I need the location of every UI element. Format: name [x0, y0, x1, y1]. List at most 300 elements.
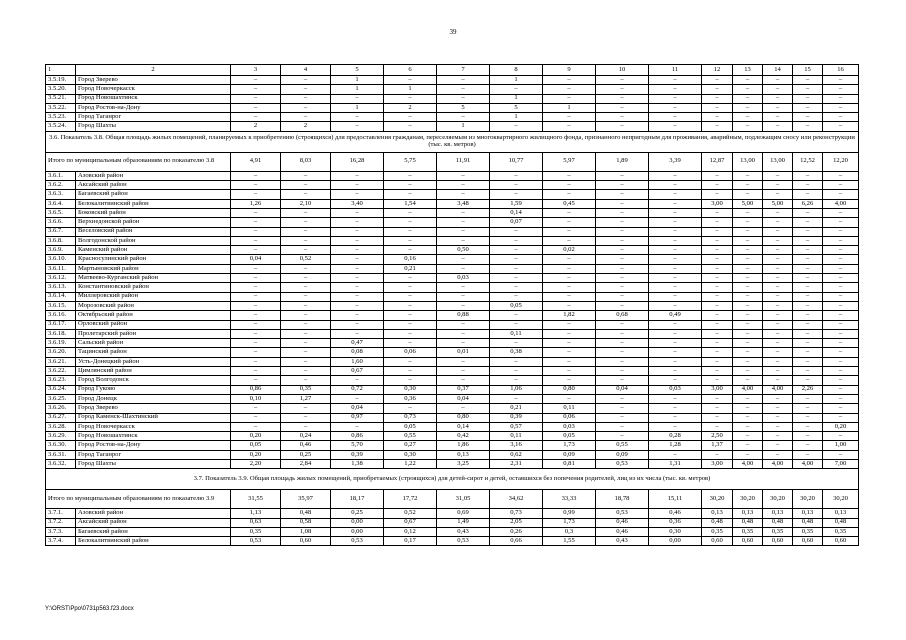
- value-cell: 0,69: [437, 509, 490, 518]
- municipality-name: Матвеево-Курганский район: [76, 274, 231, 283]
- value-cell: 0,06: [543, 413, 596, 422]
- value-cell: 5,75: [384, 152, 437, 171]
- value-cell: –: [331, 283, 384, 292]
- value-cell: –: [596, 283, 649, 292]
- value-cell: 1,89: [596, 152, 649, 171]
- value-cell: –: [490, 394, 543, 403]
- value-cell: –: [384, 181, 437, 190]
- value-cell: 0,37: [437, 385, 490, 394]
- value-cell: –: [763, 329, 793, 338]
- value-cell: 18,78: [596, 490, 649, 509]
- value-cell: –: [281, 236, 331, 245]
- value-cell: –: [733, 264, 763, 273]
- value-cell: 0,05: [543, 432, 596, 441]
- table-row: [46, 394, 859, 403]
- row-number: 3.5.20.: [46, 85, 76, 94]
- value-cell: –: [384, 218, 437, 227]
- value-cell: –: [490, 311, 543, 320]
- value-cell: 30,20: [702, 490, 733, 509]
- value-cell: 1,28: [649, 441, 702, 450]
- value-cell: –: [596, 85, 649, 94]
- value-cell: –: [823, 246, 859, 255]
- value-cell: 0,10: [231, 394, 281, 403]
- column-number-cell: 9: [543, 65, 596, 76]
- value-cell: 0,88: [437, 311, 490, 320]
- table-row: [46, 227, 859, 236]
- value-cell: 4,91: [231, 152, 281, 171]
- value-cell: –: [823, 255, 859, 264]
- value-cell: –: [281, 181, 331, 190]
- value-cell: 4,00: [763, 459, 793, 468]
- value-cell: 1: [490, 113, 543, 122]
- value-cell: –: [823, 357, 859, 366]
- value-cell: 13,00: [763, 152, 793, 171]
- value-cell: –: [437, 181, 490, 190]
- value-cell: 0,80: [543, 385, 596, 394]
- value-cell: –: [823, 274, 859, 283]
- value-cell: 0,05: [231, 441, 281, 450]
- municipality-name: Город Новочеркасск: [76, 85, 231, 94]
- value-cell: 0,13: [702, 509, 733, 518]
- value-cell: –: [649, 94, 702, 103]
- value-cell: 3,48: [437, 199, 490, 208]
- value-cell: –: [281, 85, 331, 94]
- value-cell: 1: [331, 103, 384, 112]
- value-cell: –: [384, 122, 437, 131]
- value-cell: 5,70: [331, 441, 384, 450]
- column-number-cell: 1: [46, 65, 76, 76]
- value-cell: –: [281, 208, 331, 217]
- value-cell: 0,50: [437, 246, 490, 255]
- value-cell: –: [543, 283, 596, 292]
- value-cell: –: [331, 227, 384, 236]
- total-label: Итого по муниципальным образованиям по показателю 3.8: [46, 152, 231, 171]
- value-cell: –: [490, 367, 543, 376]
- value-cell: –: [543, 339, 596, 348]
- value-cell: 0,13: [793, 509, 823, 518]
- value-cell: –: [649, 236, 702, 245]
- value-cell: –: [596, 218, 649, 227]
- value-cell: –: [384, 367, 437, 376]
- value-cell: –: [649, 103, 702, 112]
- value-cell: –: [823, 450, 859, 459]
- value-cell: –: [596, 171, 649, 180]
- municipality-name: Город Каменск-Шахтинский: [76, 413, 231, 422]
- page-number: 39: [449, 28, 457, 36]
- value-cell: –: [543, 227, 596, 236]
- value-cell: –: [702, 122, 733, 131]
- row-number: 3.6.22.: [46, 367, 76, 376]
- value-cell: –: [793, 227, 823, 236]
- value-cell: –: [384, 404, 437, 413]
- value-cell: –: [763, 394, 793, 403]
- value-cell: –: [733, 376, 763, 385]
- file-path-footer: Y:\ORST\Ppo\0731p563.f23.docx: [45, 606, 134, 612]
- value-cell: 0,80: [437, 413, 490, 422]
- value-cell: 0,09: [543, 450, 596, 459]
- municipality-name: Город Новошахтинск: [76, 432, 231, 441]
- value-cell: 0,57: [490, 422, 543, 431]
- table-row: [46, 246, 859, 255]
- municipality-name: Азовский район: [76, 509, 231, 518]
- value-cell: –: [763, 171, 793, 180]
- value-cell: 35,97: [281, 490, 331, 509]
- value-cell: 0,03: [437, 274, 490, 283]
- table-row: [46, 181, 859, 190]
- value-cell: 0,14: [437, 422, 490, 431]
- table-row: [46, 385, 859, 394]
- value-cell: –: [596, 227, 649, 236]
- value-cell: –: [437, 218, 490, 227]
- value-cell: 0,81: [543, 459, 596, 468]
- value-cell: –: [793, 208, 823, 217]
- value-cell: 1,31: [649, 459, 702, 468]
- table-row: [46, 274, 859, 283]
- value-cell: –: [702, 413, 733, 422]
- value-cell: –: [437, 301, 490, 310]
- column-number-cell: 14: [763, 65, 793, 76]
- value-cell: 1,60: [331, 357, 384, 366]
- municipality-name: Белокалитвинский район: [76, 199, 231, 208]
- value-cell: –: [823, 394, 859, 403]
- value-cell: 0,28: [649, 432, 702, 441]
- value-cell: 7,00: [823, 459, 859, 468]
- value-cell: –: [649, 339, 702, 348]
- column-number-cell: 3: [231, 65, 281, 76]
- value-cell: –: [543, 218, 596, 227]
- value-cell: –: [543, 76, 596, 85]
- value-cell: –: [733, 432, 763, 441]
- value-cell: –: [331, 422, 384, 431]
- value-cell: 0,53: [596, 459, 649, 468]
- row-number: 3.6.13.: [46, 283, 76, 292]
- value-cell: –: [384, 329, 437, 338]
- value-cell: 0,26: [490, 527, 543, 536]
- value-cell: –: [763, 76, 793, 85]
- value-cell: 30,20: [823, 490, 859, 509]
- municipality-name: Город Ростов-на-Дону: [76, 103, 231, 112]
- table-row: [46, 76, 859, 85]
- value-cell: –: [281, 404, 331, 413]
- value-cell: –: [702, 255, 733, 264]
- value-cell: –: [231, 413, 281, 422]
- value-cell: –: [733, 85, 763, 94]
- value-cell: –: [649, 264, 702, 273]
- row-number: 3.6.10.: [46, 255, 76, 264]
- value-cell: –: [823, 181, 859, 190]
- value-cell: –: [331, 301, 384, 310]
- row-number: 3.6.15.: [46, 301, 76, 310]
- value-cell: –: [649, 181, 702, 190]
- value-cell: –: [793, 292, 823, 301]
- value-cell: –: [281, 264, 331, 273]
- value-cell: –: [596, 394, 649, 403]
- value-cell: 1,82: [543, 311, 596, 320]
- value-cell: 31,55: [231, 490, 281, 509]
- value-cell: –: [733, 103, 763, 112]
- municipality-name: Константиновский район: [76, 283, 231, 292]
- value-cell: 0,97: [331, 413, 384, 422]
- value-cell: –: [649, 394, 702, 403]
- value-cell: 2,50: [702, 432, 733, 441]
- value-cell: –: [763, 264, 793, 273]
- value-cell: –: [231, 301, 281, 310]
- municipality-name: Усть-Донецкий район: [76, 357, 231, 366]
- value-cell: –: [437, 227, 490, 236]
- value-cell: –: [437, 376, 490, 385]
- row-number: 3.6.14.: [46, 292, 76, 301]
- municipality-name: Город Новошахтинск: [76, 94, 231, 103]
- value-cell: –: [763, 292, 793, 301]
- value-cell: –: [702, 450, 733, 459]
- table-row: [46, 311, 859, 320]
- value-cell: –: [733, 283, 763, 292]
- row-number: 3.6.30.: [46, 441, 76, 450]
- table-row: [46, 264, 859, 273]
- value-cell: 0,55: [596, 441, 649, 450]
- value-cell: 0,07: [490, 218, 543, 227]
- table-row: [46, 518, 859, 527]
- value-cell: –: [231, 208, 281, 217]
- value-cell: 0,73: [490, 509, 543, 518]
- value-cell: –: [823, 113, 859, 122]
- value-cell: 1,54: [384, 199, 437, 208]
- value-cell: –: [733, 450, 763, 459]
- value-cell: –: [763, 432, 793, 441]
- value-cell: –: [649, 190, 702, 199]
- value-cell: –: [543, 171, 596, 180]
- value-cell: –: [793, 301, 823, 310]
- value-cell: –: [702, 94, 733, 103]
- value-cell: –: [823, 413, 859, 422]
- row-number: 3.6.17.: [46, 320, 76, 329]
- value-cell: –: [733, 357, 763, 366]
- value-cell: –: [384, 274, 437, 283]
- value-cell: –: [331, 311, 384, 320]
- value-cell: –: [331, 292, 384, 301]
- value-cell: –: [763, 236, 793, 245]
- value-cell: –: [702, 283, 733, 292]
- value-cell: –: [763, 85, 793, 94]
- value-cell: –: [649, 329, 702, 338]
- table-row: [46, 255, 859, 264]
- value-cell: 0,60: [702, 537, 733, 546]
- row-number: 3.6.32.: [46, 459, 76, 468]
- municipality-name: Город Гуково: [76, 385, 231, 394]
- value-cell: –: [793, 94, 823, 103]
- row-number: 3.6.11.: [46, 264, 76, 273]
- value-cell: –: [490, 236, 543, 245]
- value-cell: 0,06: [384, 348, 437, 357]
- value-cell: –: [231, 76, 281, 85]
- value-cell: –: [702, 301, 733, 310]
- value-cell: –: [231, 422, 281, 431]
- value-cell: –: [763, 181, 793, 190]
- value-cell: –: [793, 76, 823, 85]
- value-cell: 0,04: [331, 404, 384, 413]
- municipality-name: Морозовский район: [76, 301, 231, 310]
- value-cell: –: [384, 76, 437, 85]
- value-cell: 12,87: [702, 152, 733, 171]
- value-cell: 1,37: [702, 441, 733, 450]
- value-cell: –: [649, 208, 702, 217]
- value-cell: –: [437, 404, 490, 413]
- value-cell: –: [437, 367, 490, 376]
- value-cell: –: [793, 376, 823, 385]
- value-cell: –: [793, 113, 823, 122]
- value-cell: –: [793, 348, 823, 357]
- value-cell: –: [763, 122, 793, 131]
- column-number-cell: 8: [490, 65, 543, 76]
- value-cell: –: [490, 292, 543, 301]
- value-cell: –: [702, 85, 733, 94]
- value-cell: –: [331, 190, 384, 199]
- row-number: 3.6.7.: [46, 227, 76, 236]
- value-cell: 0,30: [384, 385, 437, 394]
- row-number: 3.7.4.: [46, 537, 76, 546]
- value-cell: –: [384, 246, 437, 255]
- value-cell: 0,14: [490, 208, 543, 217]
- municipality-name: Азовский район: [76, 171, 231, 180]
- value-cell: –: [543, 190, 596, 199]
- value-cell: –: [793, 329, 823, 338]
- value-cell: 0,53: [437, 537, 490, 546]
- value-cell: –: [733, 218, 763, 227]
- value-cell: –: [331, 171, 384, 180]
- value-cell: –: [793, 122, 823, 131]
- value-cell: –: [543, 255, 596, 264]
- value-cell: –: [649, 348, 702, 357]
- value-cell: –: [281, 246, 331, 255]
- value-cell: –: [649, 357, 702, 366]
- table-row: [46, 85, 859, 94]
- value-cell: 0,36: [649, 518, 702, 527]
- table-row: [46, 94, 859, 103]
- value-cell: –: [281, 94, 331, 103]
- value-cell: 4,00: [823, 199, 859, 208]
- value-cell: –: [281, 218, 331, 227]
- value-cell: –: [543, 292, 596, 301]
- value-cell: –: [231, 283, 281, 292]
- value-cell: –: [437, 94, 490, 103]
- row-number: 3.6.16.: [46, 311, 76, 320]
- value-cell: 0,46: [649, 509, 702, 518]
- value-cell: –: [763, 311, 793, 320]
- table-row: [46, 527, 859, 536]
- municipality-name: Тацинский район: [76, 348, 231, 357]
- value-cell: –: [490, 283, 543, 292]
- row-number: 3.6.3.: [46, 190, 76, 199]
- value-cell: 1,22: [384, 459, 437, 468]
- section-heading: 3.6. Показатель 3.8. Общая площадь жилых помещений, планируемых к приобретению (строящихся) для предоставления гражданам, переселяемым из многоквартирного жилищного фонда, признанного непригодным для проживания, аварийным, подлежащим сносу или реконструкции (тыс. кв. метров): [46, 131, 859, 152]
- value-cell: 1,73: [543, 441, 596, 450]
- value-cell: –: [793, 320, 823, 329]
- value-cell: –: [490, 227, 543, 236]
- value-cell: –: [596, 320, 649, 329]
- column-number-row: [46, 65, 859, 76]
- value-cell: –: [437, 357, 490, 366]
- value-cell: –: [733, 236, 763, 245]
- value-cell: –: [733, 320, 763, 329]
- value-cell: 3,39: [649, 152, 702, 171]
- row-number: 3.6.29.: [46, 432, 76, 441]
- value-cell: 0,48: [733, 518, 763, 527]
- value-cell: –: [281, 103, 331, 112]
- value-cell: –: [543, 94, 596, 103]
- value-cell: 5,97: [543, 152, 596, 171]
- value-cell: 0,49: [649, 311, 702, 320]
- value-cell: –: [763, 367, 793, 376]
- value-cell: 3,00: [702, 385, 733, 394]
- value-cell: –: [490, 274, 543, 283]
- value-cell: –: [384, 190, 437, 199]
- value-cell: –: [281, 329, 331, 338]
- table-row: [46, 509, 859, 518]
- value-cell: 1,00: [823, 441, 859, 450]
- value-cell: –: [733, 311, 763, 320]
- value-cell: –: [331, 320, 384, 329]
- value-cell: 0,30: [649, 527, 702, 536]
- value-cell: –: [231, 103, 281, 112]
- value-cell: 12,20: [823, 152, 859, 171]
- value-cell: –: [543, 181, 596, 190]
- value-cell: –: [702, 264, 733, 273]
- value-cell: –: [384, 283, 437, 292]
- value-cell: 0,13: [763, 509, 793, 518]
- value-cell: –: [702, 236, 733, 245]
- value-cell: –: [763, 113, 793, 122]
- value-cell: –: [281, 376, 331, 385]
- value-cell: 0,63: [231, 518, 281, 527]
- value-cell: 5: [437, 103, 490, 112]
- value-cell: 16,28: [331, 152, 384, 171]
- value-cell: 0,53: [231, 537, 281, 546]
- value-cell: –: [281, 311, 331, 320]
- value-cell: 0,03: [543, 422, 596, 431]
- table-row: [46, 404, 859, 413]
- row-number: 3.6.28.: [46, 422, 76, 431]
- value-cell: –: [596, 208, 649, 217]
- value-cell: 17,72: [384, 490, 437, 509]
- value-cell: –: [823, 76, 859, 85]
- value-cell: –: [702, 329, 733, 338]
- value-cell: –: [596, 367, 649, 376]
- value-cell: –: [437, 113, 490, 122]
- value-cell: 0,46: [596, 518, 649, 527]
- value-cell: –: [543, 301, 596, 310]
- table-row: [46, 450, 859, 459]
- value-cell: 5,00: [733, 199, 763, 208]
- value-cell: 3,00: [702, 459, 733, 468]
- row-number: 3.5.22.: [46, 103, 76, 112]
- value-cell: –: [793, 255, 823, 264]
- value-cell: 1: [437, 122, 490, 131]
- value-cell: –: [331, 394, 384, 403]
- row-number: 3.6.20.: [46, 348, 76, 357]
- value-cell: 0,48: [281, 509, 331, 518]
- row-number: 3.6.2.: [46, 181, 76, 190]
- value-cell: –: [649, 218, 702, 227]
- municipality-name: Аксайский район: [76, 181, 231, 190]
- value-cell: –: [281, 171, 331, 180]
- value-cell: –: [793, 171, 823, 180]
- value-cell: –: [763, 283, 793, 292]
- value-cell: 1,73: [543, 518, 596, 527]
- table-row: [46, 367, 859, 376]
- value-cell: –: [702, 113, 733, 122]
- value-cell: –: [596, 339, 649, 348]
- value-cell: –: [823, 218, 859, 227]
